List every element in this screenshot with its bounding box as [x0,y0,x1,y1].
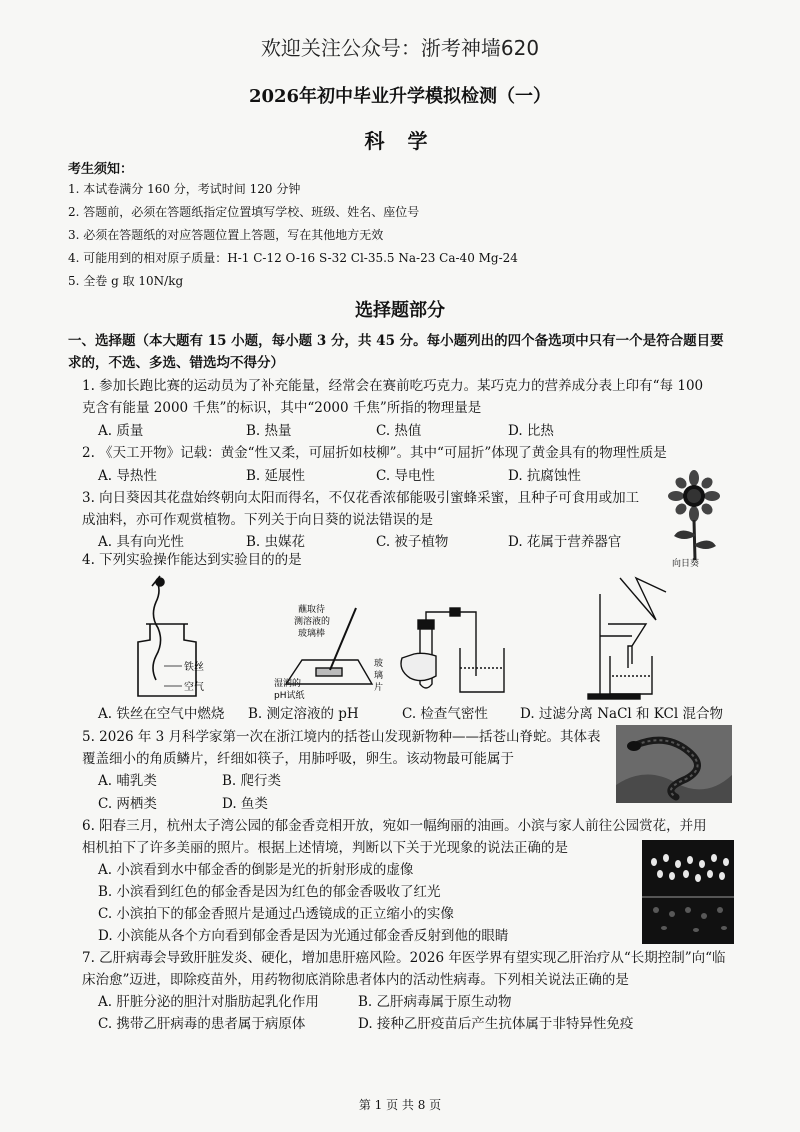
sunflower-caption: 向日葵 [672,559,700,569]
q3-option-c: C. 被子植物 [376,534,449,550]
q4-option-c: C. 检查气密性 [402,706,488,722]
diagram-d-filtration [588,578,666,699]
page-footer: 第 1 页 共 8 页 [358,1098,442,1112]
q4-option-d: D. 过滤分离 NaCl 和 KCl 混合物 [520,706,723,722]
label-ph-paper-2: pH试纸 [274,691,305,701]
exam-title: 2026年初中毕业升学模拟检测（一） [248,86,552,107]
q5-option-d: D. 鱼类 [222,796,268,812]
q5-stem: 5. 2026 年 3 月科学家第一次在浙江境内的括苍山发现新物种——括苍山脊蛇。其体表 [82,729,601,745]
diagram-a-iron-burning [138,576,196,696]
notice-item: 5. 全卷 g 取 10N/kg [68,274,184,288]
section-intro-cont: 求的，不选、多选、错选均不得分） [68,355,284,371]
q6-option-a: A. 小滨看到水中郁金香的倒影是光的折射形成的虚像 [98,862,414,878]
label-glass-rod-2: 测溶液的 [294,617,331,627]
q7-option-c: C. 携带乙肝病毒的患者属于病原体 [98,1016,306,1032]
label-glass-plate-1: 玻 [374,659,384,669]
notice-heading: 考生须知： [68,162,134,177]
watermark-text: 欢迎关注公众号：浙考神墙620 [260,36,540,60]
q1-option-d: D. 比热 [508,423,554,439]
q5-option-b: B. 爬行类 [222,773,282,789]
notice-item: 4. 可能用到的相对原子质量：H-1 C-12 O-16 S-32 Cl-35.5 Na-23 Ca-40 Mg-24 [68,251,518,265]
q4-stem: 4. 下列实验操作能达到实验目的的是 [82,552,302,568]
q2-option-a: A. 导热性 [98,468,157,484]
sunflower-icon [668,470,720,560]
snake-photo [616,725,732,803]
q5-stem-cont: 覆盖细小的角质鳞片，纤细如筷子，用肺呼吸，卵生。该动物最可能属于 [82,751,514,767]
notice-item: 3. 必须在答题纸的对应答题位置上答题，写在其他地方无效 [68,228,384,242]
q1-option-c: C. 热值 [376,423,422,439]
label-iron-wire: 铁丝 [184,662,204,673]
tulip-photo [642,840,734,944]
q5-option-a: A. 哺乳类 [98,773,157,789]
label-glass-rod-3: 玻璃棒 [298,629,326,639]
q4-experiment-diagrams [80,572,740,704]
section-intro: 一、选择题（本大题有 15 小题，每小题 3 分，共 45 分。每小题列出的四个备选项中只有一个是符合题目要 [68,333,724,349]
q7-stem: 7. 乙肝病毒会导致肝脏发炎、硬化，增加患肝癌风险。2026 年医学界有望实现乙肝治疗从“长期控制”向“临 [82,950,726,966]
notice-item: 2. 答题前，必须在答题纸指定位置填写学校、班级、姓名、座位号 [68,205,420,219]
q3-stem-cont: 成油料，亦可作观赏植物。下列关于向日葵的说法错误的是 [82,512,433,528]
q2-option-c: C. 导电性 [376,468,435,484]
diagram-c-airtight-check [401,608,504,692]
q1-option-a: A. 质量 [98,423,144,439]
label-glass-plate-2: 璃 [374,671,384,681]
q2-option-b: B. 延展性 [246,468,306,484]
q2-stem: 2. 《天工开物》记载：黄金“性又柔，可屈折如枝柳”。其中“可屈折”体现了黄金具有的物理性质是 [82,445,667,461]
q6-option-b: B. 小滨看到红色的郁金香是因为红色的郁金香吸收了红光 [98,884,441,900]
q7-option-b: B. 乙肝病毒属于原生动物 [358,994,512,1010]
section-title: 选择题部分 [355,300,445,321]
label-air: 空气 [184,682,204,693]
q1-stem-cont: 克含有能量 2000 千焦”的标识，其中“2000 千焦”所指的物理量是 [82,400,482,416]
q3-stem: 3. 向日葵因其花盘始终朝向太阳而得名，不仅花香浓郁能吸引蜜蜂采蜜，且种子可食用或加工 [82,490,640,506]
q6-option-d: D. 小滨能从各个方向看到郁金香是因为光通过郁金香反射到他的眼睛 [98,928,509,944]
q6-option-c: C. 小滨拍下的郁金香照片是通过凸透镜成的正立缩小的实像 [98,906,454,922]
q7-stem-cont: 床治愈”迈进，即除疫苗外，用药物彻底消除患者体内的活动性病毒。下列相关说法正确的是 [82,972,629,988]
q2-option-d: D. 抗腐蚀性 [508,468,581,484]
notice-item: 1. 本试卷满分 160 分，考试时间 120 分钟 [68,182,301,196]
q1-stem: 1. 参加长跑比赛的运动员为了补充能量，经常会在赛前吃巧克力。某巧克力的营养成分表上印有“每 100 [82,378,704,394]
label-ph-paper-1: 湿润的 [274,679,302,689]
q4-option-a: A. 铁丝在空气中燃烧 [98,706,225,722]
label-glass-rod-1: 蘸取待 [298,605,326,615]
q7-option-a: A. 肝脏分泌的胆汁对脂肪起乳化作用 [98,994,319,1010]
q3-option-d: D. 花属于营养器官 [508,534,622,550]
q5-option-c: C. 两栖类 [98,796,157,812]
subject-title: 科 学 [364,129,436,153]
q3-option-b: B. 虫媒花 [246,534,306,550]
q1-option-b: B. 热量 [246,423,292,439]
q6-stem-cont: 相机拍下了许多美丽的照片。根据上述情境，判断以下关于光现象的说法正确的是 [82,840,568,856]
q6-stem: 6. 阳春三月，杭州太子湾公园的郁金香竞相开放，宛如一幅绚丽的油画。小滨与家人前往公园赏花，并用 [82,818,707,834]
label-glass-plate-3: 片 [374,683,384,693]
q7-option-d: D. 接种乙肝疫苗后产生抗体属于非特异性免疫 [358,1016,634,1032]
q3-option-a: A. 具有向光性 [98,534,184,550]
q4-option-b: B. 测定溶液的 pH [248,706,359,722]
